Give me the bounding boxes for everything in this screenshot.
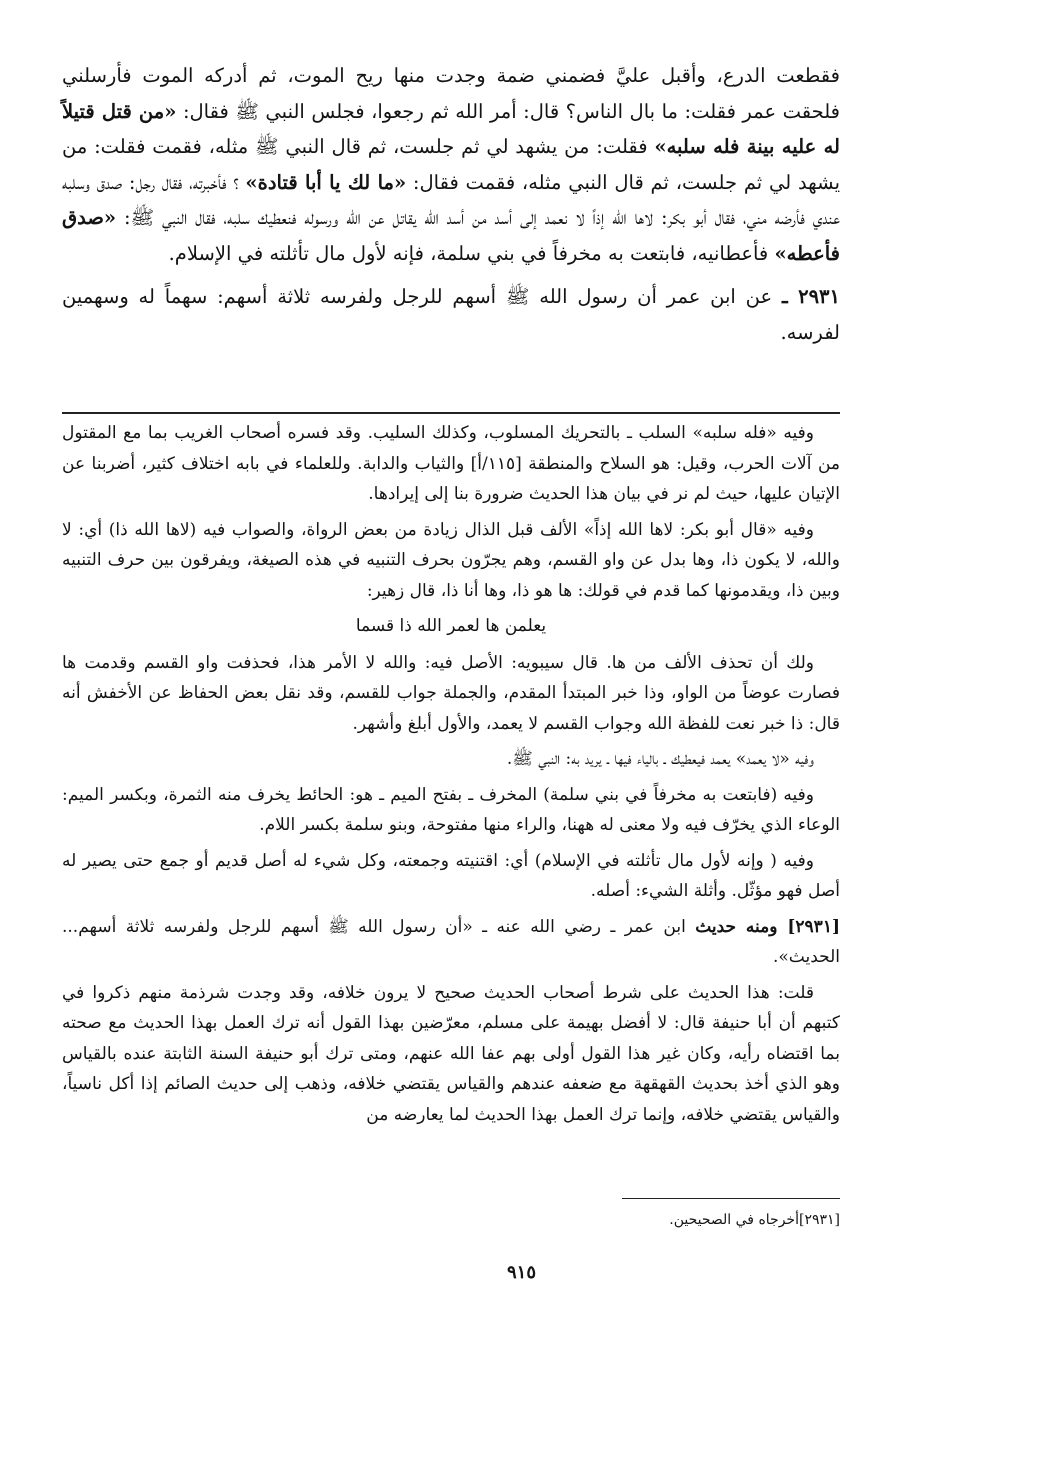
prophet-quote: «صدق فأعطه» bbox=[62, 206, 840, 265]
prophet-quote: «من قتل قتيلاً له عليه بينة فله سلبه» bbox=[62, 99, 840, 158]
hadith-ref-number: [٢٩٣١] bbox=[787, 916, 840, 937]
hadith-number: ٢٩٣١ ـ bbox=[781, 285, 840, 308]
page-number: ٩١٥ bbox=[506, 1262, 536, 1283]
footnote: [٢٩٣١]أخرجاه في الصحيحين. bbox=[669, 1212, 840, 1228]
commentary-paragraph: وفيه ( وإنه لأول مال تأثلته في الإسلام) أي: اقتنيته وجمعته، وكل شيء له أصل قديم أو جمع حتى يصير له أصل فهو مؤثّل. وأثلة الشيء: أصله. bbox=[62, 850, 840, 901]
prophet-quote: «ما لك يا أبا قتادة» bbox=[245, 170, 407, 194]
text-run: فأعطانيه، فابتعت به مخرفاً في بني سلمة، فإنه لأول مال تأثلته في الإسلام. bbox=[168, 241, 775, 265]
hadith-reference bbox=[62, 912, 840, 973]
hadith-text: عن ابن عمر أن رسول الله ﷺ أسهم للرجل ولفرسه ثلاثة أسهم: سهماً له وسهمين لفرسه. bbox=[62, 285, 840, 344]
commentary-paragraph: ولك أن تحذف الألف من ها. قال سيبويه: الأصل فيه: والله لا الأمر هذا، فحذفت واو القسم وقدمت ها فصارت عوضاً من الواو، وذا خبر المبتدأ المقدم، والجملة جواب للقسم، وقد نقل بعض الحفاظ عن الأخفش أنه قال: ذا خبر نعت للفظة الله وجواب القسم لا يعمد، والأول أبلغ وأشهر. bbox=[62, 652, 840, 734]
commentary-paragraph: قلت: هذا الحديث على شرط أصحاب الحديث صحيح لا يرون خلافه، وقد وجدت شرذمة منهم ذكروا في كتبهم أن أبا حنيفة قال: لا أفضل بهيمة على مسلم، معرّضين بهذا القول أنه ترك العمل بهذا الحديث مع صحته بما اقتضاه رأيه، وكان غير هذا القول أولى بهم عفا الله عنهم، ومتى ترك أبو حنيفة السنة الثابتة عنده بالقياس وهو الذي أخذ بحديث القهقهة مع ضعفه عندهم والقياس يقتضي خلافه، وذهب إلى حديث الصائم إذا أكل ناسياً، والقياس يقتضي خلافه، وإنما ترك العمل بهذا الحديث لما يعارضه من bbox=[62, 982, 840, 1125]
commentary-paragraph: وفيه «فله سلبه» السلب ـ بالتحريك المسلوب، وكذلك السليب. وقد فسره أصحاب الغريب بما مع المقتول من آلات الحرب، وقيل: هو السلاح والمنطقة [١١٥/أ] والثياب والدابة. وللعلماء في بابه اختلاف كثير، أضربنا عن الإتيان عليها، حيث لم نر في بيان هذا الحديث ضرورة بنا إلى إيرادها. bbox=[62, 423, 840, 504]
text-run: ؟ فأخبرته، فقال رجل: صدق وسلبه عندي فأرضه مني، فقال أبو بكر: لاها الله إذاً لا نعمد إلى أسد من أسد الله يقاتل عن الله ورسوله فنعطيك سلبه، فقال النبي ﷺ: bbox=[62, 170, 840, 229]
hadith-text-block bbox=[62, 58, 840, 358]
commentary-paragraph: وفيه «قال أبو بكر: لاها الله إذاً» الألف قبل الذال زيادة من بعض الرواة، والصواب فيه (لاها الله ذا) أي: لا والله، لا يكون ذا، وها بدل عن واو القسم، وهم يجرّون بحرف التنبيه في هذه الصيغة، ويفرقون بين حرف التنبيه وبين ذا، ويقدمونها كما قدم في قولك: ها هو ذا، وها أنا ذا، قال زهير: bbox=[62, 519, 840, 601]
hadith-ref-text: ابن عمر ـ رضي الله عنه ـ «أن رسول الله ﷺ أسهم للرجل ولفرسه ثلاثة أسهم... الحديث». bbox=[62, 916, 840, 967]
poetry-verse: يعلمن ها لعمر الله ذا قسما bbox=[355, 616, 547, 636]
commentary-paragraph: وفيه «لا يعمد» يعمد فيعطيك ـ بالياء فيها ـ يريد به: النبي ﷺ. bbox=[506, 749, 814, 769]
commentary-paragraph: وفيه (فابتعت به مخرفاً في بني سلمة) المخرف ـ بفتح الميم ـ هو: الحائط يخرف منه الثمرة، وبكسر الميم: الوعاء الذي يخرّف فيه ولا معنى له ههنا، والراء منها مفتوحة، وبنو سلمة بكسر اللام. bbox=[62, 784, 840, 835]
section-divider bbox=[62, 412, 840, 414]
hadith-ref-intro: ومنه حديث bbox=[695, 916, 788, 937]
commentary-block bbox=[62, 418, 840, 1135]
footnote-divider bbox=[622, 1198, 840, 1199]
hadith-paragraph-1 bbox=[62, 58, 840, 271]
text-run: فقطعت الدرع، وأقبل عليَّ فضمني ضمة وجدت منها ريح الموت، ثم أدركه الموت فأرسلني فلحقت عمر فقلت: ما بال الناس؟ قال: أمر الله ثم رجعوا، فجلس النبي ﷺ فقال: bbox=[62, 64, 840, 123]
hadith-paragraph-2931 bbox=[62, 279, 840, 350]
text-run: فقلت: من يشهد لي ثم جلست، ثم قال النبي ﷺ مثله، فقمت فقلت: من يشهد لي ثم جلست، ثم قال النبي مثله، فقمت فقال: bbox=[62, 135, 840, 194]
